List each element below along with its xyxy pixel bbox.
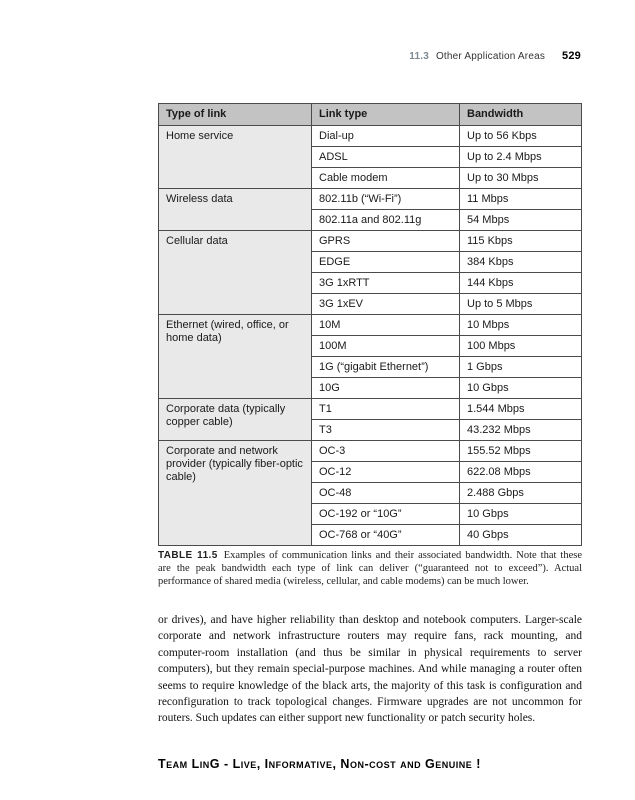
table-row	[159, 441, 582, 462]
table-row	[159, 399, 582, 420]
table-caption	[158, 549, 582, 588]
table-header-row	[159, 104, 582, 126]
bandwidth-cell: 115 Kbps	[460, 231, 582, 252]
column-header-type-of-link: Type of link	[159, 104, 312, 126]
link-type-cell: 1G (“gigabit Ethernet”)	[312, 357, 460, 378]
link-type-cell: OC-3	[312, 441, 460, 462]
bandwidth-cell: Up to 30 Mbps	[460, 168, 582, 189]
link-type-cell: T1	[312, 399, 460, 420]
link-type-cell: OC-192 or “10G”	[312, 504, 460, 525]
link-type-cell: EDGE	[312, 252, 460, 273]
type-of-link-cell: Home service	[159, 126, 312, 189]
bandwidth-cell: Up to 2.4 Mbps	[460, 147, 582, 168]
bandwidth-cell: 10 Mbps	[460, 315, 582, 336]
bandwidth-cell: 11 Mbps	[460, 189, 582, 210]
table-caption-label: TABLE 11.5	[158, 550, 218, 561]
link-type-cell: OC-12	[312, 462, 460, 483]
bandwidth-cell: 100 Mbps	[460, 336, 582, 357]
section-number: 11.3	[409, 51, 429, 62]
footer-watermark: Team LinG - Live, Informative, Non-cost and Genuine !	[158, 757, 481, 771]
bandwidth-cell: 384 Kbps	[460, 252, 582, 273]
table-row	[159, 126, 582, 147]
bandwidth-cell: 622.08 Mbps	[460, 462, 582, 483]
link-type-cell: 10M	[312, 315, 460, 336]
bandwidth-cell: 10 Gbps	[460, 378, 582, 399]
table-row	[159, 189, 582, 210]
link-type-cell: ADSL	[312, 147, 460, 168]
link-type-cell: 802.11a and 802.11g	[312, 210, 460, 231]
type-of-link-cell: Wireless data	[159, 189, 312, 231]
bandwidth-cell: Up to 56 Kbps	[460, 126, 582, 147]
type-of-link-cell: Ethernet (wired, office, or home data)	[159, 315, 312, 399]
table-row	[159, 315, 582, 336]
type-of-link-cell: Corporate and network provider (typically fiber-optic cable)	[159, 441, 312, 546]
link-type-cell: 3G 1xEV	[312, 294, 460, 315]
bandwidth-cell: 144 Kbps	[460, 273, 582, 294]
type-of-link-cell: Corporate data (typically copper cable)	[159, 399, 312, 441]
bandwidth-cell: 155.52 Mbps	[460, 441, 582, 462]
bandwidth-cell: 2.488 Gbps	[460, 483, 582, 504]
link-type-cell: OC-768 or “40G”	[312, 525, 460, 546]
column-header-link-type: Link type	[312, 104, 460, 126]
link-type-cell: 100M	[312, 336, 460, 357]
table-caption-text: Examples of communication links and their associated bandwidth. Note that these are the peak bandwidth each type of link can deliver (“guaranteed not to exceed”). Actual performance of shared media (wireless, cellular, and cable modems) can be much lower.	[158, 550, 583, 587]
bandwidth-cell: 54 Mbps	[460, 210, 582, 231]
link-type-cell: GPRS	[312, 231, 460, 252]
bandwidth-cell: 1.544 Mbps	[460, 399, 582, 420]
link-type-cell: 10G	[312, 378, 460, 399]
type-of-link-cell: Cellular data	[159, 231, 312, 315]
link-type-cell: Cable modem	[312, 168, 460, 189]
body-paragraph: or drives), and have higher reliability than desktop and notebook computers. Larger-scale corporate and network infrastructure routers may require fans, rack mounting, and computer-room installation (and thus be similar in physical requirements to server computers), but they remain special-purpose machines. And while managing a router often seems to require knowledge of the black arts, the majority of this task is configuration and reconfiguration to track topological changes. Firmware upgrades are not uncommon for routers. Such updates can either support new functionality or patch security holes.	[158, 614, 582, 725]
table-row	[159, 231, 582, 252]
section-title: Other Application Areas	[435, 51, 546, 62]
page-number: 529	[562, 50, 581, 62]
bandwidth-cell: 43.232 Mbps	[460, 420, 582, 441]
link-type-cell: 3G 1xRTT	[312, 273, 460, 294]
link-type-cell: T3	[312, 420, 460, 441]
bandwidth-cell: Up to 5 Mbps	[460, 294, 582, 315]
link-type-cell: Dial-up	[312, 126, 460, 147]
bandwidth-cell: 40 Gbps	[460, 525, 582, 546]
bandwidth-cell: 10 Gbps	[460, 504, 582, 525]
bandwidth-table	[158, 103, 582, 546]
link-type-cell: 802.11b (“Wi-Fi”)	[312, 189, 460, 210]
link-type-cell: OC-48	[312, 483, 460, 504]
running-header	[158, 50, 581, 62]
column-header-bandwidth: Bandwidth	[460, 104, 582, 126]
bandwidth-cell: 1 Gbps	[460, 357, 582, 378]
